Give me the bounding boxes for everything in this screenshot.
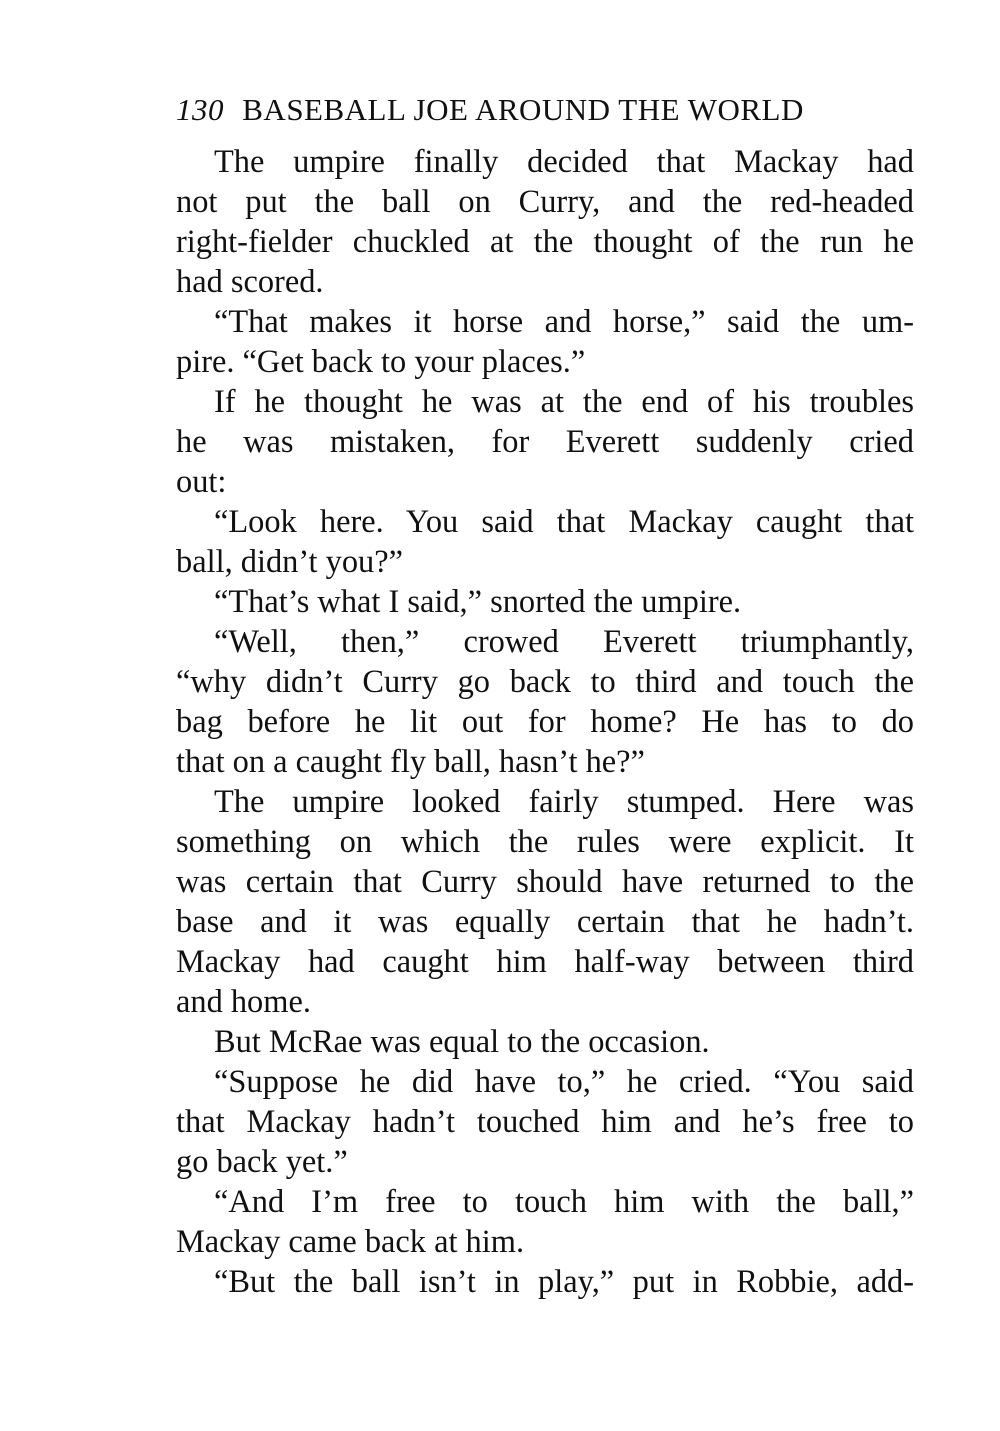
text-line: “why didn’t Curry go back to third and touch the [176, 664, 914, 700]
text-line: right-fielder chuckled at the thought of the run he [176, 224, 914, 260]
paragraph [176, 1062, 914, 1182]
paragraph [176, 582, 914, 622]
running-head [176, 88, 914, 132]
text-line: “Well, then,” crowed Everett triumphantly, [214, 624, 914, 660]
text-line: ball, didn’t you?” [176, 544, 403, 580]
paragraph [176, 302, 914, 382]
text-line: The umpire finally decided that Mackay had [214, 144, 914, 180]
text-line: “Look here. You said that Mackay caught that [214, 504, 914, 540]
paragraph [176, 622, 914, 782]
text-line: pire. “Get back to your places.” [176, 344, 586, 380]
text-line: he was mistaken, for Everett suddenly cried [176, 424, 914, 460]
paragraph [176, 382, 914, 502]
text-line: was certain that Curry should have returned to the [176, 864, 914, 900]
text-line: Mackay came back at him. [176, 1224, 525, 1260]
text-line: “Suppose he did have to,” he cried. “You said [214, 1064, 914, 1100]
paragraph [176, 782, 914, 1022]
text-line: out: [176, 464, 227, 500]
text-line: “And I’m free to touch him with the ball,” [214, 1184, 914, 1220]
text-line: The umpire looked fairly stumped. Here was [214, 784, 914, 820]
text-line: “That makes it horse and horse,” said the um- [214, 304, 914, 340]
text-line: had scored. [176, 264, 324, 300]
text-line: Mackay had caught him half-way between third [176, 944, 914, 980]
paragraph [176, 142, 914, 302]
text-line: something on which the rules were explicit. It [176, 824, 914, 860]
page-number: 130 [176, 92, 224, 127]
text-line: that Mackay hadn’t touched him and he’s free to [176, 1104, 914, 1140]
text-line: But McRae was equal to the occasion. [214, 1024, 710, 1060]
book-page [176, 88, 914, 1302]
paragraph [176, 502, 914, 582]
text-line: base and it was equally certain that he hadn’t. [176, 904, 914, 940]
paragraph [176, 1022, 914, 1062]
body-text [176, 142, 914, 1302]
text-line: “That’s what I said,” snorted the umpire. [214, 584, 742, 620]
paragraph [176, 1262, 914, 1302]
text-line: If he thought he was at the end of his troubles [214, 384, 914, 420]
text-line: that on a caught fly ball, hasn’t he?” [176, 744, 645, 780]
text-line: go back yet.” [176, 1144, 348, 1180]
text-line: bag before he lit out for home? He has to do [176, 704, 914, 740]
text-line: and home. [176, 984, 311, 1020]
text-line: not put the ball on Curry, and the red-headed [176, 184, 914, 220]
paragraph [176, 1182, 914, 1262]
running-title: BASEBALL JOE AROUND THE WORLD [242, 92, 804, 127]
text-line: “But the ball isn’t in play,” put in Robbie, add- [214, 1264, 914, 1300]
